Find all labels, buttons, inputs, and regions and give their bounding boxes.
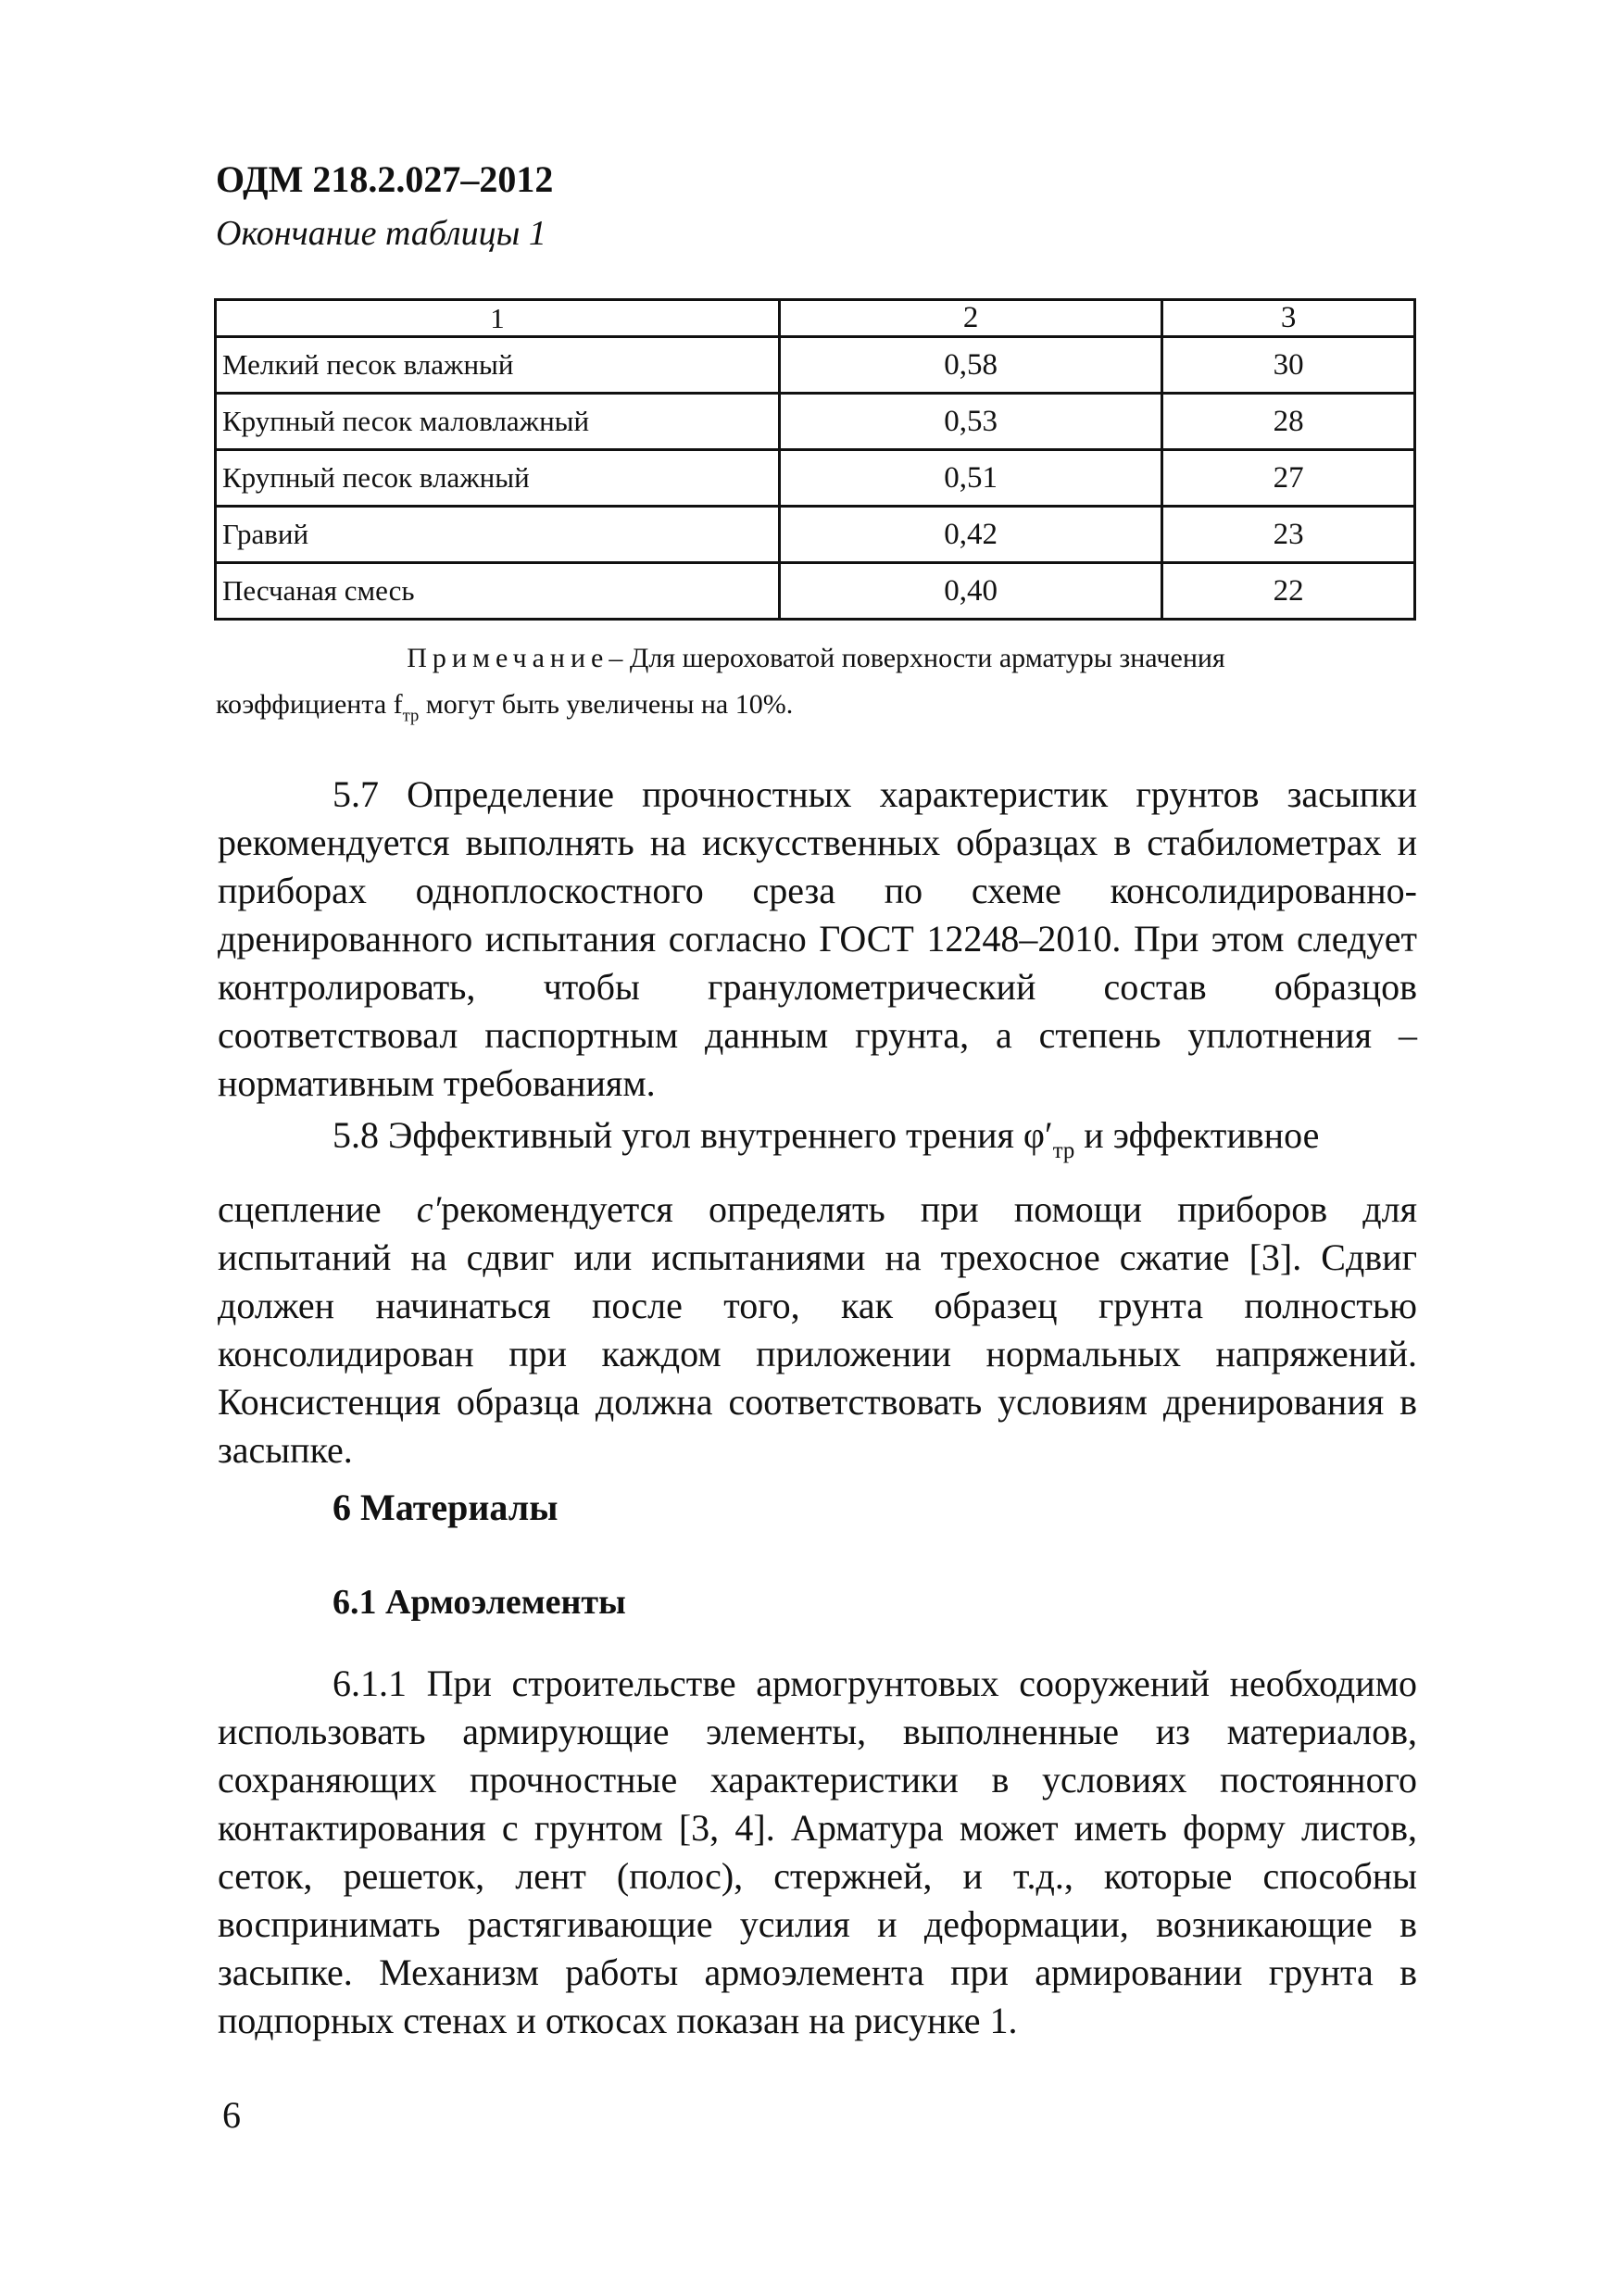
table-row <box>216 337 1415 394</box>
phi-symbol: φ′ <box>1023 1114 1053 1156</box>
table-note <box>216 635 1416 682</box>
angle-cell: 23 <box>1162 507 1415 563</box>
paragraph-text: сцепление <box>218 1188 417 1230</box>
table-header-row <box>216 300 1415 337</box>
table-header-cell: 1 <box>216 300 780 337</box>
paragraph-5-7: 5.7 Определение прочностных характеристик грунтов засыпки рекомендуется выполнять на искусственных образцах в стабилометрах и приборах одноплоскостного среза по схеме консолидированно-дренированного испытания согласно ГОСТ 12248–2010. При этом следует контролировать, чтобы гранулометрический состав образцов соответствовал паспортным данным грунта, а степень уплотнения – нормативным требованиям. <box>218 773 1417 1104</box>
material-cell: Песчаная смесь <box>216 563 780 620</box>
coefficient-cell: 0,51 <box>780 450 1162 507</box>
table-header-cell: 2 <box>780 300 1162 337</box>
coefficient-cell: 0,58 <box>780 337 1162 394</box>
angle-cell: 28 <box>1162 394 1415 450</box>
page-number: 6 <box>222 2094 241 2136</box>
coefficient-cell: 0,53 <box>780 394 1162 450</box>
friction-table <box>214 298 1416 621</box>
table-row <box>216 507 1415 563</box>
section-heading: 6 Материалы <box>333 1487 558 1528</box>
subscript: тр <box>402 706 420 726</box>
angle-cell: 30 <box>1162 337 1415 394</box>
paragraph-text: 5.8 Эффективный угол внутреннего трения <box>333 1114 1023 1156</box>
angle-cell: 22 <box>1162 563 1415 620</box>
coefficient-cell: 0,40 <box>780 563 1162 620</box>
c-symbol: c′ <box>416 1188 442 1230</box>
paragraph-5-8 <box>218 1186 1417 1474</box>
material-cell: Мелкий песок влажный <box>216 337 780 394</box>
paragraph-text: рекомендуется определять при помощи приборов для испытаний на сдвиг или испытаниями на трехосное сжатие [3]. Сдвиг должен начинаться после того, как образец грунта полностью консолидирован при каждом приложении нормальных напряжений. Консистенция образца должна соответствовать условиям дренирования в засыпке. <box>218 1188 1417 1471</box>
document-code: ОДМ 218.2.027–2012 <box>216 158 554 200</box>
table-header-cell: 3 <box>1162 300 1415 337</box>
table-row <box>216 450 1415 507</box>
note-text: могут быть увеличены на 10%. <box>419 689 794 720</box>
table-note-continuation <box>216 682 1416 739</box>
paragraph-5-8-line1 <box>218 1111 1417 1175</box>
coefficient-cell: 0,42 <box>780 507 1162 563</box>
paragraph-6-1-1: 6.1.1 При строительстве армогрунтовых сооружений необходимо использовать армирующие элементы, выполненные из материалов, сохраняющих прочностные характеристики в условиях постоянного контактирования с грунтом [3, 4]. Арматура может иметь форму листов, сеток, решеток, лент (полос), стержней, и т.д., которые способны воспринимать растягивающие усилия и деформации, возникающие в засыпке. Механизм работы армоэлемента при армировании грунта в подпорных стенах и откосах показан на рисунке 1. <box>218 1662 1417 2041</box>
note-label: Примечание <box>407 643 609 673</box>
angle-cell: 27 <box>1162 450 1415 507</box>
subscript: тр <box>1052 1138 1075 1164</box>
subsection-heading: 6.1 Армоэлементы <box>333 1583 626 1622</box>
table-caption: Окончание таблицы 1 <box>216 214 546 253</box>
paragraph-text: и эффективное <box>1074 1114 1320 1156</box>
material-cell: Гравий <box>216 507 780 563</box>
material-cell: Крупный песок маловлажный <box>216 394 780 450</box>
note-text: коэффициента f <box>216 689 403 720</box>
table-row <box>216 394 1415 450</box>
material-cell: Крупный песок влажный <box>216 450 780 507</box>
note-text: – Для шероховатой поверхности арматуры значения <box>609 643 1225 673</box>
table-row <box>216 563 1415 620</box>
